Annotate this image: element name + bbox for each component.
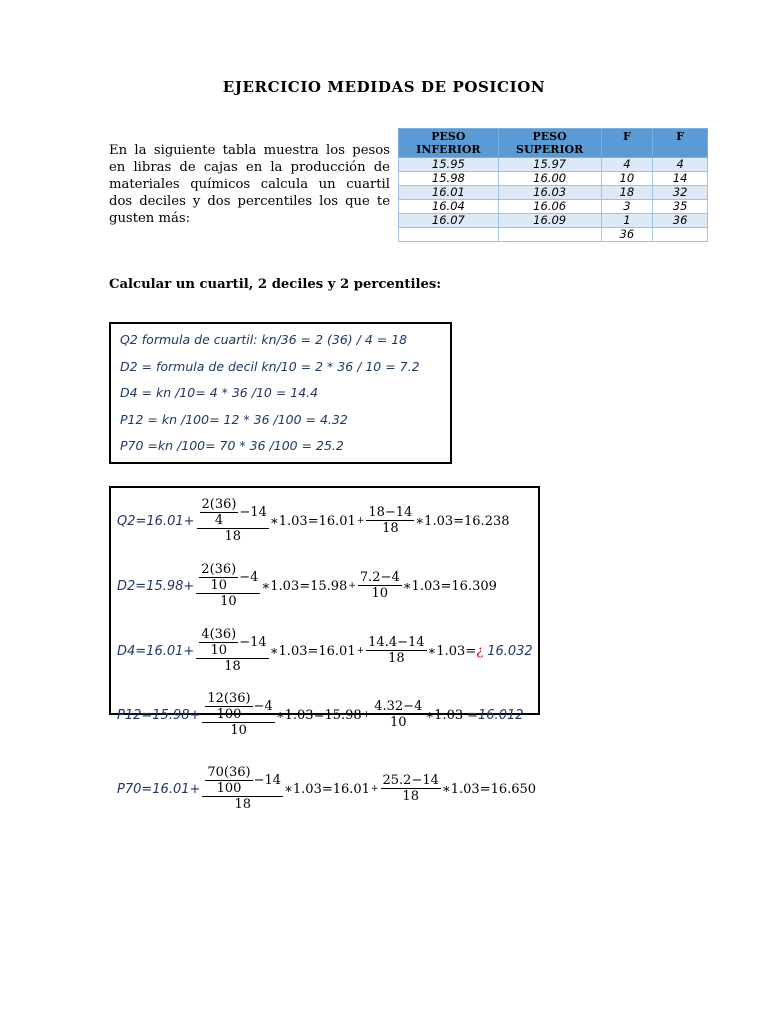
table-cell: 4 bbox=[601, 158, 653, 172]
main-fraction: $\frac{2(36)}{4}$ −14 18 bbox=[197, 497, 269, 545]
formula-line-d4: D4 = kn /10= 4 * 36 /10 = 14.4 bbox=[120, 385, 319, 400]
inner-fraction: $\frac{2(36)}{4}$ bbox=[201, 497, 237, 528]
table-row bbox=[399, 214, 708, 228]
calc-label: Q2=16.01+ bbox=[117, 513, 195, 529]
table-cell: 15.95 bbox=[399, 158, 499, 172]
main-fraction: $\frac{4(36)}{10}$ −14 18 bbox=[196, 627, 268, 675]
table-cell: 16.06 bbox=[498, 200, 601, 214]
table-cell: 16.09 bbox=[498, 214, 601, 228]
table-cell: 14 bbox=[653, 172, 708, 186]
table-cell: 16.01 bbox=[399, 186, 499, 200]
table-cell: 4 bbox=[653, 158, 708, 172]
formula-line-p12: P12 = kn /100= 12 * 36 /100 = 4.32 bbox=[120, 412, 348, 427]
error-mark: ¿ bbox=[476, 643, 484, 659]
calc-result: =16.012 bbox=[467, 707, 524, 723]
inner-fraction: $\frac{2(36)}{10}$ bbox=[201, 562, 237, 593]
header-peso-inferior: PESO INFERIOR bbox=[399, 129, 499, 158]
header-f-acumulada: F bbox=[653, 129, 708, 158]
main-fraction: $\frac{12(36)}{100}$ −4 10 bbox=[202, 691, 274, 739]
result-fraction: $\frac{18-14}{18}$ bbox=[368, 505, 413, 536]
table-cell: 10 bbox=[601, 172, 653, 186]
frequency-table bbox=[398, 128, 708, 242]
table-cell: 3 bbox=[601, 200, 653, 214]
formula-line-d2: D2 = formula de decil kn/10 = 2 * 36 / 10 = 7.2 bbox=[120, 359, 420, 374]
main-fraction: $\frac{70(36)}{100}$ −14 18 bbox=[202, 765, 283, 813]
table-cell: 16.04 bbox=[399, 200, 499, 214]
table-cell bbox=[399, 228, 499, 242]
table-row bbox=[399, 200, 708, 214]
main-fraction: $\frac{2(36)}{10}$ −4 10 bbox=[196, 562, 260, 610]
formula-line-q2: Q2 formula de cuartil: kn/36 = 2 (36) / 4 = 18 bbox=[120, 332, 408, 347]
calc-p12: P12=15.98+ $\frac{12(36)}{100}$ −4 10 ∗1.03=15.98 + $\frac{4.32-4}{10}$ ∗1.03 =16.012 bbox=[117, 691, 524, 738]
intro-paragraph: En la siguiente tabla muestra los pesos en libras de cajas en la producción de materiales químicos calcula un cuartil dos deciles y dos percentiles los que te gusten más: bbox=[109, 143, 390, 226]
table-cell: 16.07 bbox=[399, 214, 499, 228]
table-cell: 35 bbox=[653, 200, 708, 214]
calc-result: 16.032 bbox=[487, 643, 533, 659]
table-total-cell: 36 bbox=[601, 228, 653, 242]
result-fraction: $\frac{25.2-14}{18}$ bbox=[382, 773, 439, 804]
page-title: EJERCICIO MEDIDAS DE POSICION bbox=[222, 78, 546, 96]
table-total-row bbox=[399, 228, 708, 242]
table-row bbox=[399, 186, 708, 200]
formula-line-p70: P70 =kn /100= 70 * 36 /100 = 25.2 bbox=[120, 438, 344, 453]
inner-fraction: $\frac{70(36)}{100}$ bbox=[207, 765, 251, 796]
calc-label: P12=15.98+ bbox=[117, 707, 201, 723]
table-row bbox=[399, 172, 708, 186]
calc-label: D4=16.01+ bbox=[117, 643, 195, 659]
result-fraction: $\frac{14.4-14}{18}$ bbox=[368, 635, 425, 666]
result-fraction: $\frac{7.2-4}{10}$ bbox=[359, 570, 400, 601]
header-f: F bbox=[601, 129, 653, 158]
table-cell: 16.00 bbox=[498, 172, 601, 186]
calc-p70: P70=16.01+ $\frac{70(36)}{100}$ −14 18 ∗1.03=16.01 + $\frac{25.2-14}{18}$ ∗1.03=16.650 bbox=[117, 765, 537, 812]
table-cell: 1 bbox=[601, 214, 653, 228]
formulas-box bbox=[109, 322, 452, 464]
table-cell bbox=[498, 228, 601, 242]
table-cell: 32 bbox=[653, 186, 708, 200]
calc-label: D2=15.98+ bbox=[117, 578, 195, 594]
table-cell: 18 bbox=[601, 186, 653, 200]
table-cell: 15.97 bbox=[498, 158, 601, 172]
table-cell bbox=[653, 228, 708, 242]
result-fraction: $\frac{4.32-4}{10}$ bbox=[374, 699, 423, 730]
table-cell: 36 bbox=[653, 214, 708, 228]
calc-q2: Q2=16.01+ $\frac{2(36)}{4}$ −14 18 ∗1.03=16.01 + $\frac{18-14}{18}$ ∗1.03=16.238 bbox=[117, 497, 510, 544]
section-subtitle: Calcular un cuartil, 2 deciles y 2 percentiles: bbox=[109, 277, 442, 292]
inner-fraction: $\frac{4(36)}{10}$ bbox=[201, 627, 237, 658]
table-header-row bbox=[399, 129, 708, 158]
calc-label: P70=16.01+ bbox=[117, 781, 201, 797]
calc-d4: D4=16.01+ $\frac{4(36)}{10}$ −14 18 ∗1.03=16.01 + $\frac{14.4-14}{18}$ ∗1.03= ¿ 16.032 bbox=[117, 627, 533, 674]
table-cell: 16.03 bbox=[498, 186, 601, 200]
inner-fraction: $\frac{12(36)}{100}$ bbox=[207, 691, 251, 722]
table-cell: 15.98 bbox=[399, 172, 499, 186]
calc-d2: D2=15.98+ $\frac{2(36)}{10}$ −4 10 ∗1.03=15.98 + $\frac{7.2-4}{10}$ ∗1.03=16.309 bbox=[117, 562, 497, 609]
table-row bbox=[399, 158, 708, 172]
header-peso-superior: PESO SUPERIOR bbox=[498, 129, 601, 158]
